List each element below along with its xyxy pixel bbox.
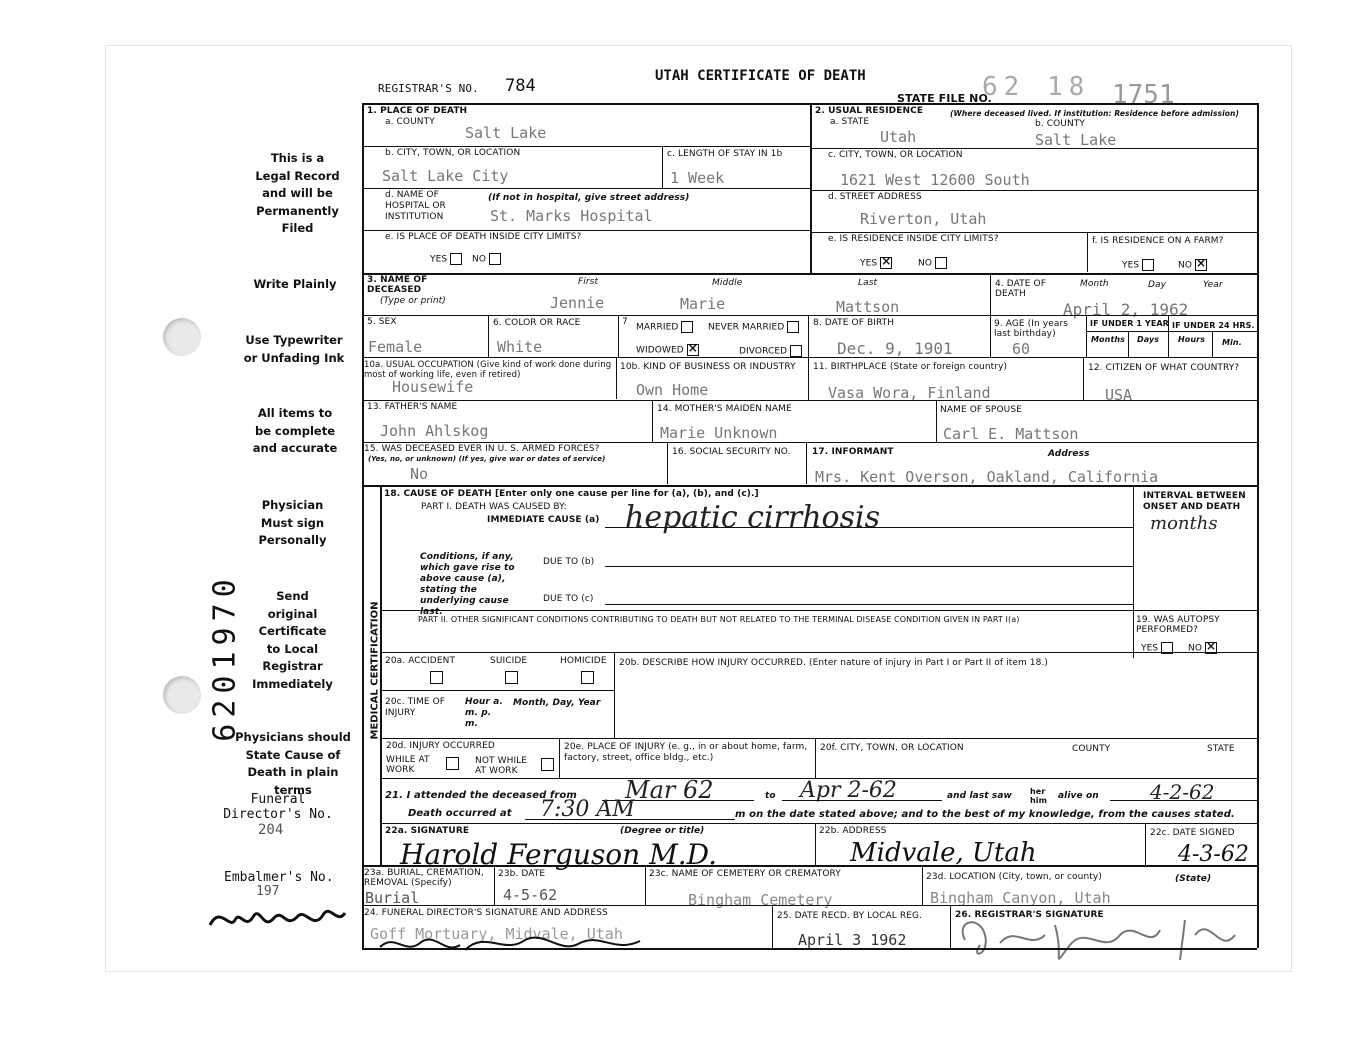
middle-label: Middle: [712, 278, 743, 288]
occupation-label: 10a. USUAL OCCUPATION (Give kind of work done during most of working life, even if retired): [364, 360, 612, 380]
pod-hospital-label: d. NAME OF HOSPITAL OR INSTITUTION: [385, 190, 446, 222]
while-work-label: WHILE AT WORK: [386, 755, 430, 775]
suicide-label: SUICIDE: [490, 656, 528, 666]
res-inside-limits-label: e. IS RESIDENCE INSIDE CITY LIMITS?: [828, 234, 999, 244]
funeral-director-signature: [375, 925, 675, 960]
homicide-checkbox[interactable]: [581, 671, 594, 684]
alive-on-label: alive on: [1058, 791, 1099, 801]
death-occurred-label: Death occurred at: [408, 808, 512, 819]
place-injury-label: 20e. PLACE OF INJURY (e. g., in or about home, farm, factory, street, office bldg., etc.): [564, 742, 808, 763]
note-complete: All items to be complete and accurate: [252, 406, 338, 455]
accident-label: 20a. ACCIDENT: [385, 656, 456, 666]
burial-state-label: (State): [1175, 874, 1212, 884]
while-work-checkbox[interactable]: [446, 757, 459, 770]
res-county: Salt Lake: [1035, 131, 1117, 149]
registrar-no-label: REGISTRAR'S NO.: [378, 82, 479, 95]
business: Own Home: [636, 381, 709, 399]
days-label: Days: [1137, 335, 1160, 344]
injury-location-label: 20f. CITY, TOWN, OR LOCATION: [820, 743, 964, 753]
embalmer-label: Embalmer's No.: [224, 870, 334, 885]
cemetery-label: 23c. NAME OF CEMETERY OR CREMATORY: [649, 869, 841, 879]
business-label: 10b. KIND OF BUSINESS OR INDUSTRY: [620, 362, 796, 372]
attended-to: Apr 2-62: [800, 778, 897, 803]
note-legal-record: This is a Legal Record and will be Permanently Filed: [255, 151, 340, 235]
note-physician: Physician Must sign Personally: [258, 498, 327, 547]
place-of-death-label: 1. PLACE OF DEATH: [367, 106, 468, 116]
day-label: Day: [1148, 280, 1167, 290]
injury-desc-label: 20b. DESCRIBE HOW INJURY OCCURRED. (Enter nature of injury in Part I or Part II of item 18.): [619, 658, 1049, 668]
months-label: Months: [1091, 335, 1126, 344]
deceased-first: Jennie: [550, 294, 605, 312]
state-file-no: 62 18: [982, 72, 1091, 102]
certificate-title: UTAH CERTIFICATE OF DEATH: [655, 68, 866, 84]
not-work-checkbox[interactable]: [541, 758, 554, 771]
due-c-label: DUE TO (c): [543, 594, 594, 604]
accident-checkbox[interactable]: [430, 671, 443, 684]
due-b-label: DUE TO (b): [543, 557, 595, 567]
res-farm-yes-checkbox[interactable]: [1142, 259, 1154, 271]
armed-forces-note: (Yes, no, or unknown) (If yes, give war or dates of service): [368, 455, 606, 463]
age-label: 9. AGE (In years last birthday): [994, 319, 1069, 339]
autopsy-label: 19. WAS AUTOPSY PERFORMED?: [1136, 615, 1220, 635]
divorced-option: DIVORCED: [739, 345, 802, 357]
residence-note: (Where deceased lived. If institution: Residence before admission): [950, 109, 1239, 118]
pod-stay-label: c. LENGTH OF STAY IN 1b: [667, 149, 783, 159]
pod-hospital: St. Marks Hospital: [490, 207, 653, 225]
date-of-death: April 2, 1962: [1063, 300, 1189, 319]
widowed-checkbox[interactable]: [687, 344, 699, 356]
autopsy-yes: YES: [1141, 642, 1173, 654]
injury-state-label: STATE: [1207, 744, 1235, 754]
immediate-cause-value: hepatic cirrhosis: [625, 500, 880, 535]
date-recd-label: 25. DATE RECD. BY LOCAL REG.: [777, 911, 923, 921]
occupation: Housewife: [392, 378, 474, 396]
interval-value: months: [1150, 513, 1218, 534]
birthplace: Vasa Wora, Finland: [828, 384, 991, 402]
funeral-director-no: 204: [258, 822, 284, 838]
residence-label: 2. USUAL RESIDENCE: [815, 106, 924, 116]
pod-county: Salt Lake: [465, 124, 547, 142]
hours-label: Hours: [1178, 335, 1206, 344]
armed-forces: No: [410, 465, 429, 483]
date-recd: April 3 1962: [798, 931, 907, 949]
deceased-middle: Marie: [680, 295, 726, 313]
citizen-label: 12. CITIZEN OF WHAT COUNTRY?: [1088, 363, 1240, 373]
funeral-sig-label: 24. FUNERAL DIRECTOR'S SIGNATURE AND ADDRESS: [364, 908, 608, 918]
death-time: 7:30 AM: [540, 797, 635, 822]
deceased-type-note: (Type or print): [380, 296, 446, 306]
alive-on-date: 4-2-62: [1150, 780, 1215, 804]
deceased-last: Mattson: [836, 298, 900, 316]
last-label: Last: [858, 278, 878, 288]
note-write-plainly: Write Plainly: [253, 277, 337, 291]
res-city-label: c. CITY, TOWN, OR LOCATION: [828, 150, 963, 160]
part1-label: PART I. DEATH WAS CAUSED BY:: [421, 502, 567, 512]
conditions-label: Conditions, if any, which gave rise to above cause (a), stating the underlying cause last.: [420, 552, 515, 617]
res-inside-yes: YES×: [860, 257, 892, 269]
date-death-label: 4. DATE OF DEATH: [995, 279, 1046, 299]
vertical-number: 6201970: [207, 573, 243, 742]
father: John Ahlskog: [380, 422, 489, 440]
embalmer-signature: [205, 895, 350, 940]
pod-stay: 1 Week: [670, 169, 725, 187]
burial-method: Burial: [365, 889, 420, 907]
physician-address-label: 22b. ADDRESS: [819, 826, 887, 836]
part2-label: PART II. OTHER SIGNIFICANT CONDITIONS CONTRIBUTING TO DEATH BUT NOT RELATED TO THE TERMINAL DISEASE CONDITION GIVEN IN PART I(a): [418, 615, 1020, 624]
informant-address-label: Address: [1048, 449, 1090, 459]
hour-label: Hour a. m. p. m.: [465, 697, 503, 729]
signature-label: 22a. SIGNATURE: [385, 826, 470, 836]
res-farm-yes: YES: [1122, 259, 1154, 271]
res-inside-no-checkbox[interactable]: [935, 257, 947, 269]
interval-label: INTERVAL BETWEEN ONSET AND DEATH: [1143, 491, 1246, 512]
degree-label: (Degree or title): [620, 826, 705, 836]
ssn-label: 16. SOCIAL SECURITY NO.: [672, 447, 791, 457]
armed-forces-label: 15. WAS DECEASED EVER IN U. S. ARMED FORCES?: [364, 444, 600, 454]
spouse-label: NAME OF SPOUSE: [940, 405, 1022, 415]
min-label: Min.: [1222, 338, 1242, 347]
last-saw-label: and last saw: [947, 791, 1012, 801]
age: 60: [1012, 340, 1031, 358]
funeral-home: Goff Mortuary, Midvale, Utah: [370, 925, 623, 943]
sex: Female: [368, 338, 423, 356]
pod-hospital-note: (If not in hospital, give street address): [488, 193, 690, 203]
attended-to-label: to: [765, 791, 776, 801]
pod-inside-limits-label: e. IS PLACE OF DEATH INSIDE CITY LIMITS?: [385, 232, 582, 242]
mother: Marie Unknown: [660, 424, 778, 442]
birth-label: 8. DATE OF BIRTH: [813, 318, 895, 328]
race-label: 6. COLOR OR RACE: [493, 318, 581, 328]
married-option: MARRIED: [636, 321, 693, 333]
seven-label: 7: [622, 317, 628, 327]
married-checkbox[interactable]: [681, 321, 693, 333]
note-send-original: Send original Certificate to Local Registrar Immediately: [252, 589, 333, 691]
burial-date: 4-5-62: [503, 886, 558, 904]
first-label: First: [578, 277, 599, 287]
birthplace-label: 11. BIRTHPLACE (State or foreign country): [813, 362, 1008, 372]
pod-no-checkbox[interactable]: [489, 253, 501, 265]
immediate-cause-label: IMMEDIATE CAUSE (a): [487, 515, 600, 525]
under-24-label: IF UNDER 24 HRS.: [1172, 321, 1255, 330]
embalmer-no: 197: [256, 884, 280, 899]
registrar-sig-label: 26. REGISTRAR'S SIGNATURE: [955, 910, 1104, 920]
res-county-label: b. COUNTY: [1035, 119, 1086, 129]
month-label: Month: [1080, 279, 1109, 289]
state-file-serial: 1751: [1112, 80, 1175, 110]
note-typewriter: Use Typewriter or Unfading Ink: [243, 333, 345, 365]
informant: Mrs. Kent Overson, Oakland, California: [815, 468, 1159, 486]
informant-label: 17. INFORMANT: [812, 447, 894, 457]
physician-signature: Harold Ferguson M.D.: [400, 838, 718, 871]
burial-location: Bingham Canyon, Utah: [930, 889, 1111, 907]
never-married-option: NEVER MARRIED: [708, 321, 799, 333]
state-file-label: STATE FILE NO.: [897, 92, 992, 105]
res-street: Riverton, Utah: [860, 210, 987, 228]
res-city: 1621 West 12600 South: [840, 171, 1030, 189]
res-farm-label: f. IS RESIDENCE ON A FARM?: [1092, 236, 1224, 246]
time-injury-label: 20c. TIME OF INJURY: [385, 697, 446, 718]
res-inside-no: NO: [918, 257, 947, 269]
res-farm-no: NO×: [1178, 259, 1207, 271]
date-signed: 4-3-62: [1178, 842, 1249, 867]
mdy-label: Month, Day, Year: [513, 698, 601, 708]
note-plain-terms: Physicians should State Cause of Death in plain terms: [235, 730, 351, 797]
funeral-director-label: Funeral Director's No.: [223, 792, 333, 822]
cemetery: Bingham Cemetery: [688, 891, 833, 909]
sex-label: 5. SEX: [367, 317, 397, 327]
never-married-checkbox[interactable]: [787, 321, 799, 333]
punch-hole-bottom: [163, 676, 201, 714]
res-farm-no-checkbox[interactable]: [1195, 259, 1207, 271]
punch-hole-top: [163, 318, 201, 356]
under-1-year-label: IF UNDER 1 YEAR: [1090, 319, 1169, 328]
attest-rest: m on the date stated above; and to the best of my knowledge, from the causes stated.: [735, 809, 1235, 820]
citizen: USA: [1105, 386, 1133, 404]
widowed-option: WIDOWED×: [636, 344, 699, 356]
physician-address: Midvale, Utah: [850, 838, 1037, 868]
attended-from: Mar 62: [625, 776, 714, 804]
date-of-birth: Dec. 9, 1901: [837, 339, 953, 358]
mother-label: 14. MOTHER'S MAIDEN NAME: [657, 404, 792, 414]
race: White: [497, 338, 543, 356]
res-street-label: d. STREET ADDRESS: [828, 192, 922, 202]
homicide-label: HOMICIDE: [560, 656, 607, 666]
injury-occurred-label: 20d. INJURY OCCURRED: [386, 741, 495, 751]
pod-city: Salt Lake City: [382, 167, 509, 185]
pod-yes-checkbox[interactable]: [450, 253, 462, 265]
burial-location-label: 23d. LOCATION (City, town, or county): [926, 872, 1102, 882]
res-inside-yes-checkbox[interactable]: [880, 257, 892, 269]
medical-certification-label: MEDICAL CERTIFICATION: [369, 601, 381, 740]
burial-label: 23a. BURIAL, CREMATION, REMOVAL (Specify): [364, 868, 484, 888]
divorced-checkbox[interactable]: [790, 345, 802, 357]
deceased-name-label: 3. NAME OF DECEASED: [367, 275, 428, 295]
year-label: Year: [1203, 280, 1223, 290]
attended-label: 21. I attended the deceased from: [385, 790, 577, 801]
father-label: 13. FATHER'S NAME: [367, 402, 458, 412]
pod-yes: YES: [430, 253, 462, 265]
registrar-no: 784: [505, 76, 536, 96]
injury-county-label: COUNTY: [1072, 744, 1111, 754]
pod-city-label: b. CITY, TOWN, OR LOCATION: [385, 148, 521, 158]
res-state: Utah: [880, 128, 917, 146]
pod-county-label: a. COUNTY: [385, 117, 435, 127]
date-signed-label: 22c. DATE SIGNED: [1150, 828, 1235, 838]
registrar-signature: [955, 905, 1255, 975]
spouse: Carl E. Mattson: [943, 425, 1079, 443]
autopsy-no: NO×: [1188, 642, 1217, 654]
burial-date-label: 23b. DATE: [498, 869, 546, 879]
not-work-label: NOT WHILE AT WORK: [475, 756, 528, 776]
cause-label: 18. CAUSE OF DEATH [Enter only one cause per line for (a), (b), and (c).]: [384, 489, 759, 499]
suicide-checkbox[interactable]: [505, 671, 518, 684]
pod-no: NO: [472, 253, 501, 265]
her-him-label: her him: [1030, 787, 1048, 805]
res-state-label: a. STATE: [830, 117, 870, 127]
